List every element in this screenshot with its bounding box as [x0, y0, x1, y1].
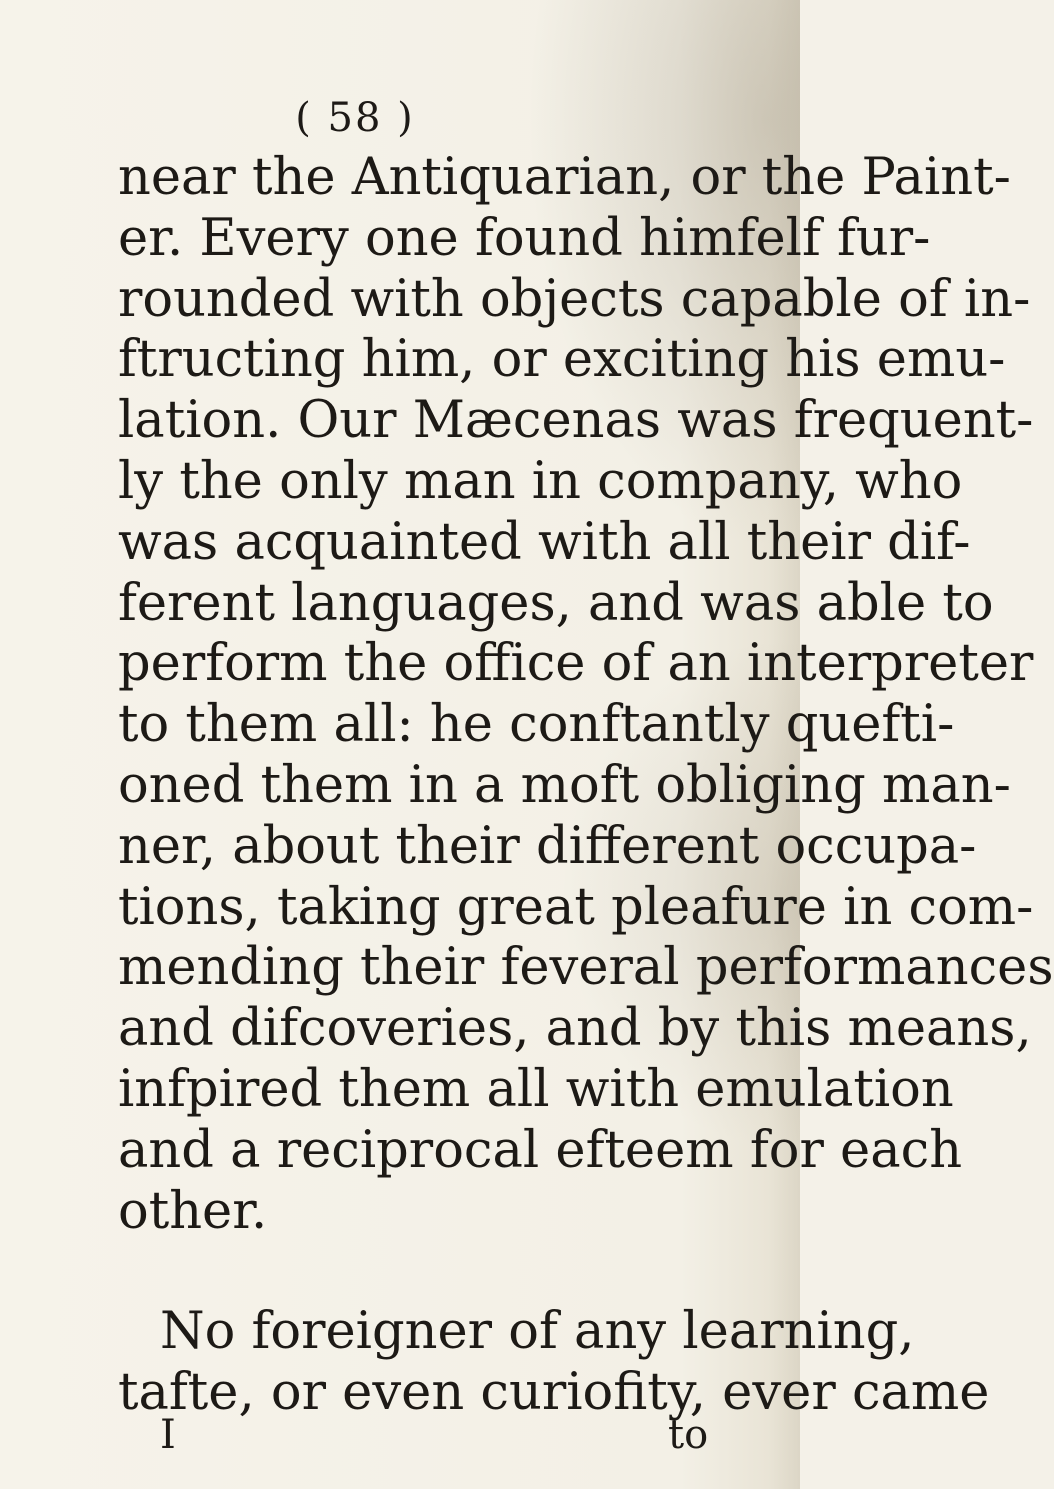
text-line: ner, about their different occupa-	[118, 816, 977, 876]
text-line: and a reciprocal efteem for each	[118, 1120, 963, 1180]
text-line: oned them in a moft obliging man-	[118, 755, 1011, 815]
signature-mark: I	[160, 1412, 176, 1458]
paragraph	[118, 148, 1054, 1242]
text-line: and difcoveries, and by this means,	[118, 999, 1032, 1059]
catchword: to	[668, 1412, 709, 1458]
text-line: tafte, or even curiofity, ever came	[118, 1363, 990, 1423]
page-footer	[0, 1412, 800, 1472]
text-line: er. Every one found himfelf fur-	[118, 208, 931, 268]
text-line: ftructing him, or exciting his emu-	[118, 330, 1006, 390]
text-line: near the Antiquarian, or the Paint-	[118, 148, 1011, 207]
text-line: mending their feveral performances	[118, 938, 1054, 998]
paragraph-gap	[118, 1242, 718, 1302]
text-line: to them all: he conftantly quefti-	[118, 695, 955, 755]
text-line: ly the only man in company, who	[118, 451, 963, 511]
body-text	[118, 148, 1054, 1424]
text-line: was acquainted with all their dif-	[118, 512, 971, 572]
text-line: other.	[118, 1181, 268, 1241]
text-line: rounded with objects capable of in-	[118, 269, 1031, 329]
page-number-header: ( 58 )	[295, 95, 415, 141]
text-line: tions, taking great pleafure in com-	[118, 877, 1034, 937]
text-line: ferent languages, and was able to	[118, 573, 994, 633]
paragraph	[118, 1302, 990, 1424]
text-line: infpired them all with emulation	[118, 1059, 954, 1119]
text-line: perform the office of an interpreter	[118, 634, 1034, 694]
text-line: No foreigner of any learning,	[160, 1302, 915, 1362]
text-line: lation. Our Mæcenas was frequent-	[118, 391, 1034, 451]
